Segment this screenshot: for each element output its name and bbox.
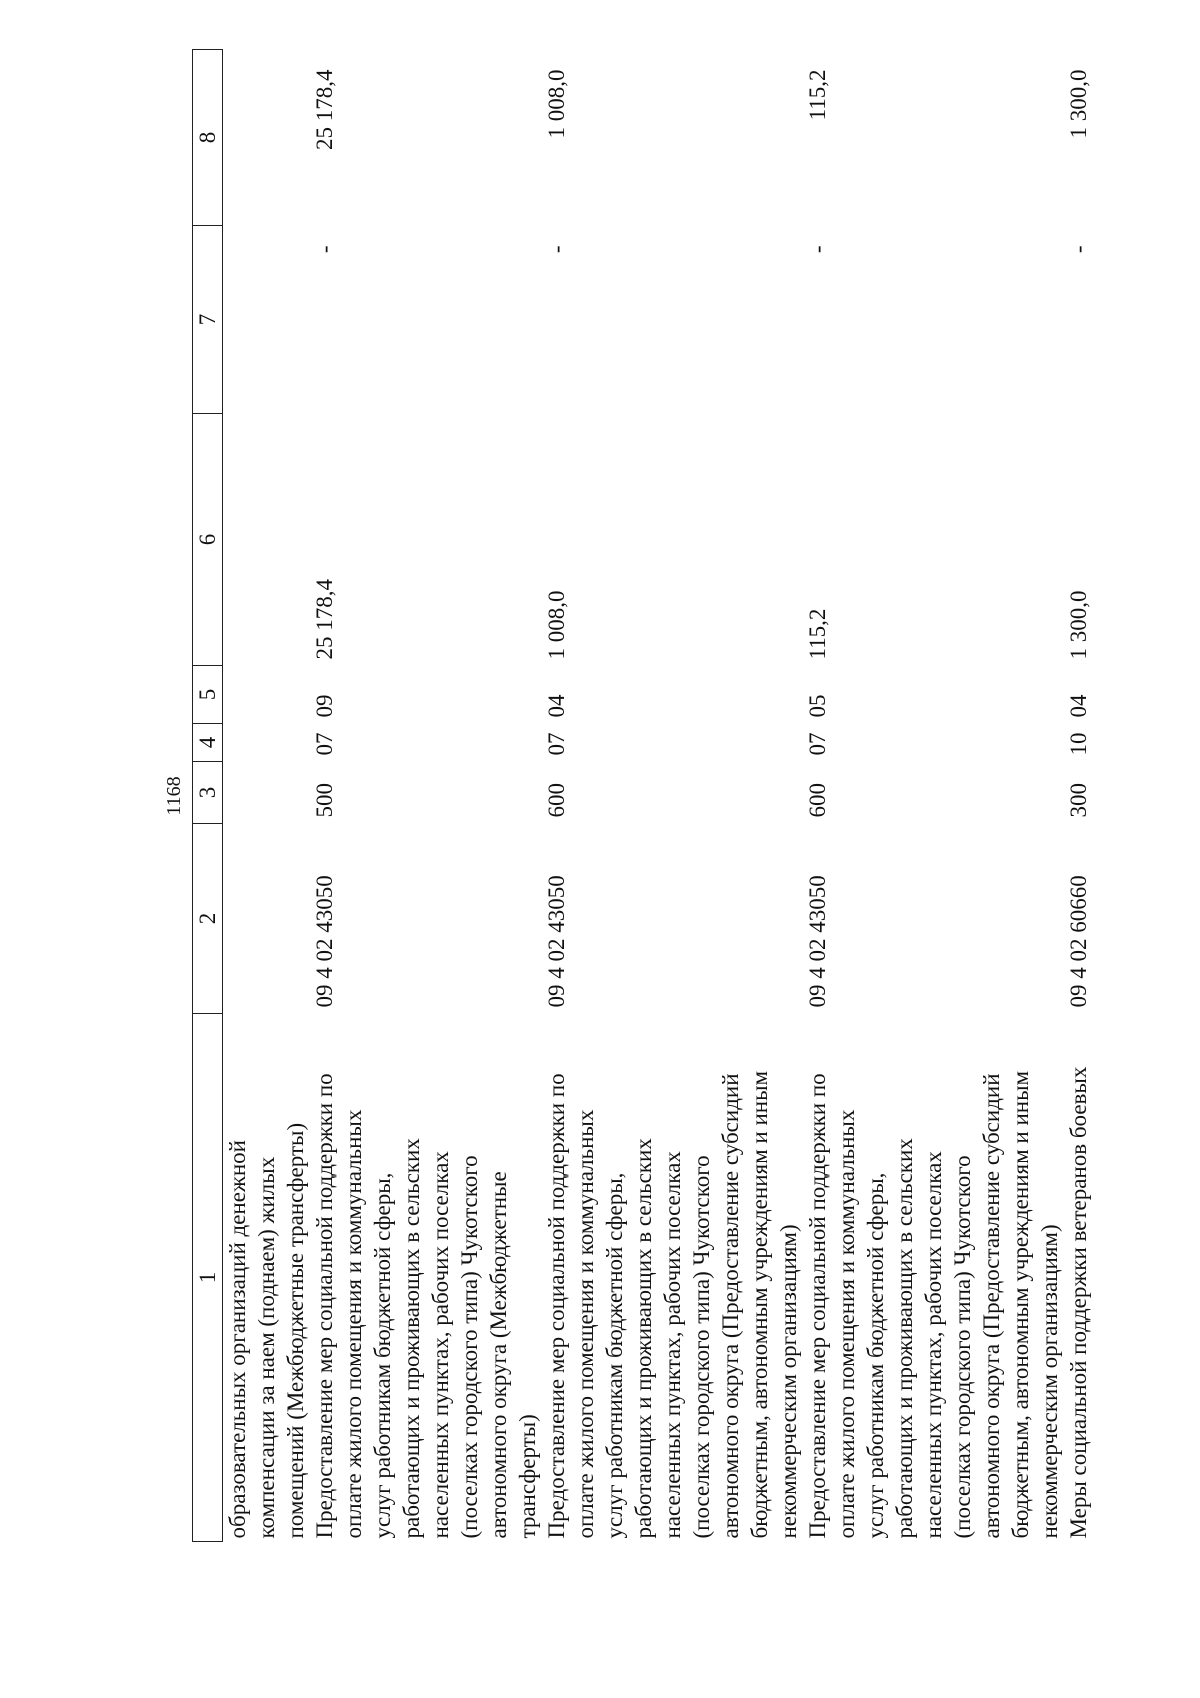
budget-table <box>192 49 1093 1542</box>
table-row <box>1064 50 1093 1542</box>
row-col8: 1 008,0 <box>544 69 569 139</box>
row-vr: 300 <box>1066 783 1091 818</box>
row-col7: - <box>1066 245 1091 254</box>
row-col7: - <box>312 245 337 254</box>
row-rz <box>223 724 311 762</box>
row-code: 09 4 02 43050 <box>805 875 830 1008</box>
row-pr: 09 <box>312 694 337 718</box>
row-sum: 1 300,0 <box>1066 590 1091 660</box>
row-col7: - <box>544 245 569 254</box>
row-col7 <box>223 226 311 414</box>
row-sum: 115,2 <box>805 608 830 660</box>
column-header: 7 <box>193 226 223 414</box>
row-col8: 25 178,4 <box>312 69 337 150</box>
row-pr <box>223 666 311 724</box>
column-header: 2 <box>193 824 223 1014</box>
column-header: 6 <box>193 414 223 666</box>
row-pr: 04 <box>544 694 569 718</box>
row-code <box>223 824 311 1014</box>
row-sum <box>223 414 311 666</box>
table-row <box>803 50 1064 1542</box>
row-sum: 25 178,4 <box>312 579 337 660</box>
row-name: Предоставление мер социальной поддержки по оплате жилого помещения и коммунальных услуг работникам бюджетной сферы, работающих и проживающих в сельских населенных пунктах, рабочих поселках (поселках городского типа) Чукотского автономного округа (Предоставление субсидий бюджетным, автономным учреждениям и иным некоммерческим организациям) <box>805 1070 1062 1539</box>
row-rz: 07 <box>544 732 569 756</box>
page-number: 1168 <box>163 776 185 816</box>
row-col8: 1 300,0 <box>1066 69 1091 139</box>
row-vr <box>223 762 311 824</box>
column-header: 1 <box>193 1014 223 1542</box>
rotated-page <box>162 50 1147 1542</box>
table-row <box>223 50 311 1542</box>
table-row <box>310 50 542 1542</box>
row-col8 <box>223 50 311 226</box>
row-name: Предоставление мер социальной поддержки по оплате жилого помещения и коммунальных услуг работникам бюджетной сферы, работающих и проживающих в сельских населенных пунктах, рабочих поселках (поселках городского типа) Чукотского автономного округа (Межбюджетные трансферты) <box>312 1073 540 1539</box>
row-code: 09 4 02 43050 <box>544 875 569 1008</box>
header-row <box>193 50 223 1542</box>
column-header: 3 <box>193 762 223 824</box>
row-name: Предоставление мер социальной поддержки по оплате жилого помещения и коммунальных услуг работникам бюджетной сферы, работающих и проживающих в сельских населенных пунктах, рабочих поселках (поселках городского типа) Чукотского автономного округа (Предоставление субсидий бюджетным, автономным учреждениям и иным некоммерческим организациям) <box>544 1070 801 1539</box>
column-header: 8 <box>193 50 223 226</box>
column-header: 4 <box>193 724 223 762</box>
row-vr: 600 <box>544 783 569 818</box>
row-pr: 05 <box>805 694 830 718</box>
row-name: образовательных организаций денежной компенсации за наем (поднаем) жилых помещений (Межбюджетные трансферты) <box>225 1122 308 1539</box>
row-sum: 1 008,0 <box>544 590 569 660</box>
row-pr: 04 <box>1066 694 1091 718</box>
row-col7: - <box>805 245 830 254</box>
table-row <box>542 50 803 1542</box>
row-name: Меры социальной поддержки ветеранов боевых <box>1066 1066 1091 1539</box>
row-vr: 600 <box>805 783 830 818</box>
row-code: 09 4 02 60660 <box>1066 875 1091 1008</box>
row-code: 09 4 02 43050 <box>312 875 337 1008</box>
row-vr: 500 <box>312 783 337 818</box>
row-rz: 07 <box>312 732 337 756</box>
column-header: 5 <box>193 666 223 724</box>
row-rz: 10 <box>1066 732 1091 756</box>
row-rz: 07 <box>805 732 830 756</box>
row-col8: 115,2 <box>805 69 830 121</box>
